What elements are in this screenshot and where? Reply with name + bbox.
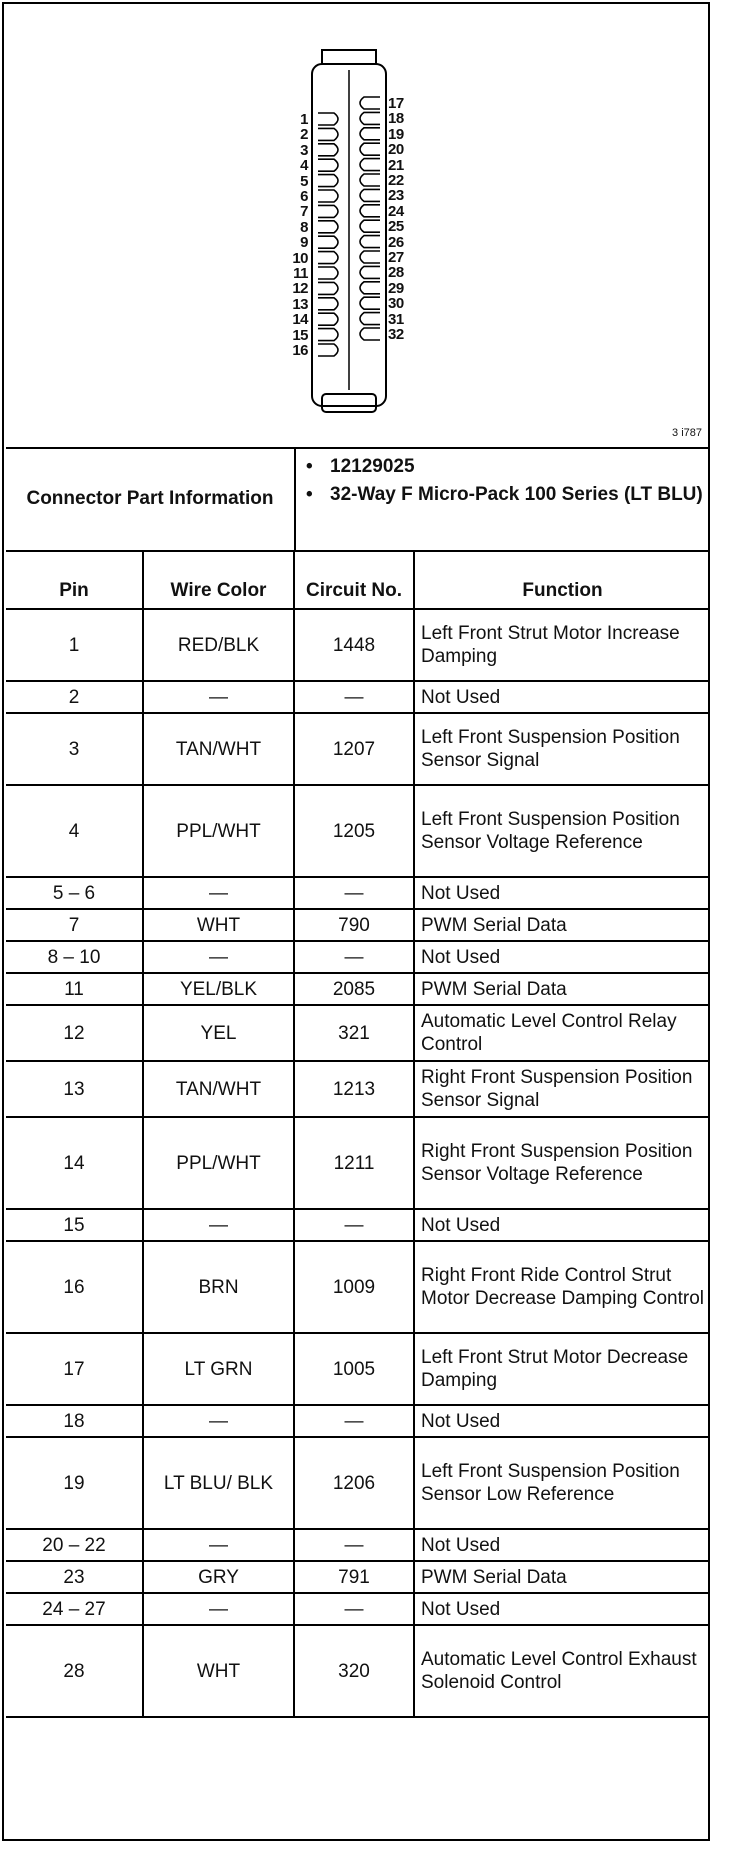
pin-cavity [360, 282, 380, 294]
pin-cavity [318, 282, 338, 294]
pin-cell: 3 [6, 713, 143, 785]
connector-pin-label: 14 [292, 311, 308, 329]
pin-cell: 19 [6, 1437, 143, 1529]
connector-pin-label: 4 [300, 157, 308, 175]
connector-pin-label: 19 [388, 125, 404, 143]
connector-description-text: 32-Way F Micro-Pack 100 Series (LT BLU) [330, 484, 703, 505]
table-row [6, 941, 710, 973]
circuit-cell: — [294, 941, 414, 973]
wire-color-cell: — [143, 941, 294, 973]
pin-cavity [360, 189, 380, 201]
function-cell: Not Used [414, 1593, 710, 1625]
pin-cavity [318, 267, 338, 279]
circuit-cell: 1009 [294, 1241, 414, 1333]
pin-cell: 28 [6, 1625, 143, 1717]
connector-info-label: Connector Part Information [6, 447, 296, 550]
table-row [6, 1529, 710, 1561]
function-cell: Not Used [414, 877, 710, 909]
pin-cell: 4 [6, 785, 143, 877]
circuit-cell: 1211 [294, 1117, 414, 1209]
table-row [6, 1209, 710, 1241]
connector-pin-label: 9 [300, 234, 308, 252]
function-cell: PWM Serial Data [414, 1561, 710, 1593]
pin-cavity [318, 313, 338, 325]
connector-latch [322, 50, 376, 64]
header-wire-color: Wire Color [143, 550, 294, 609]
pin-cavity [360, 313, 380, 325]
connector-pin-label: 28 [388, 264, 404, 282]
pin-cavity [360, 266, 380, 278]
connector-pin-label: 23 [388, 187, 404, 205]
connector-pin-label: 10 [292, 249, 308, 267]
wire-color-cell: GRY [143, 1561, 294, 1593]
connector-pin-label: 7 [300, 203, 308, 221]
pin-cavity [360, 251, 380, 263]
table-row [6, 1005, 710, 1061]
pin-cavity [318, 329, 338, 341]
connector-pin-label: 13 [292, 295, 308, 313]
function-cell: Automatic Level Control Exhaust Solenoid Control [414, 1625, 710, 1717]
circuit-cell: — [294, 1209, 414, 1241]
pin-cell: 2 [6, 681, 143, 713]
connector-pin-label: 21 [388, 156, 404, 174]
pin-cavity [360, 328, 380, 340]
connector-pin-label: 20 [388, 141, 404, 159]
function-cell: Left Front Strut Motor Decrease Damping [414, 1333, 710, 1405]
connector-info-values [306, 455, 706, 507]
pin-cavity [318, 252, 338, 264]
wire-color-cell: RED/BLK [143, 609, 294, 681]
pin-cavity [318, 113, 338, 125]
pin-cell: 14 [6, 1117, 143, 1209]
pin-cavity [360, 297, 380, 309]
connector-pin-label: 6 [300, 188, 308, 205]
sheet-frame [2, 2, 710, 1841]
header-function: Function [414, 550, 710, 609]
pinout-table [6, 550, 710, 1718]
function-cell: Automatic Level Control Relay Control [414, 1005, 710, 1061]
connector-face-drawing [6, 6, 710, 447]
connector-pin-label: 11 [293, 265, 308, 282]
table-row [6, 1593, 710, 1625]
wire-color-cell: — [143, 1209, 294, 1241]
pin-cell: 23 [6, 1561, 143, 1593]
circuit-cell: — [294, 877, 414, 909]
pin-cavity [318, 144, 338, 156]
table-row [6, 973, 710, 1005]
circuit-cell: — [294, 1593, 414, 1625]
connector-pin-label: 25 [388, 218, 404, 236]
function-cell: Left Front Strut Motor Increase Damping [414, 609, 710, 681]
function-cell: Not Used [414, 1209, 710, 1241]
pin-cell: 7 [6, 909, 143, 941]
pin-cell: 8 – 10 [6, 941, 143, 973]
function-cell: Right Front Ride Control Strut Motor Decrease Damping Control [414, 1241, 710, 1333]
connector-pin-label: 22 [388, 172, 404, 189]
pin-cavity [360, 159, 380, 171]
part-number-text: 12129025 [330, 456, 415, 477]
connector-pin-label: 5 [300, 172, 308, 190]
connector-pin-label: 2 [300, 126, 308, 144]
wire-color-cell: PPL/WHT [143, 1117, 294, 1209]
wire-color-cell: YEL/BLK [143, 973, 294, 1005]
connector-pin-label: 1 [300, 111, 308, 128]
circuit-cell: 1005 [294, 1333, 414, 1405]
wire-color-cell: — [143, 877, 294, 909]
pin-cavity [318, 159, 338, 171]
circuit-cell: 1206 [294, 1437, 414, 1529]
pin-cavity [318, 344, 338, 356]
connector-pin-label: 29 [388, 279, 404, 297]
circuit-cell: — [294, 681, 414, 713]
wire-color-cell: LT GRN [143, 1333, 294, 1405]
pin-cavity [318, 298, 338, 310]
pin-cavity [360, 97, 380, 109]
table-row [6, 785, 710, 877]
connector-pin-label: 12 [292, 280, 308, 298]
circuit-cell: — [294, 1405, 414, 1437]
circuit-cell: 1448 [294, 609, 414, 681]
wire-color-cell: TAN/WHT [143, 713, 294, 785]
circuit-cell: 2085 [294, 973, 414, 1005]
circuit-cell: 321 [294, 1005, 414, 1061]
pin-cavity [360, 220, 380, 232]
pin-cavity [318, 221, 338, 233]
connector-key [322, 394, 376, 412]
pin-cell: 15 [6, 1209, 143, 1241]
table-row [6, 909, 710, 941]
pin-cavity [318, 236, 338, 248]
figure-number: 3 i787 [672, 427, 702, 439]
function-cell: Not Used [414, 941, 710, 973]
wire-color-cell: — [143, 1529, 294, 1561]
wire-color-cell: BRN [143, 1241, 294, 1333]
circuit-cell: 1207 [294, 713, 414, 785]
connector-pin-label: 3 [300, 141, 308, 159]
table-row [6, 1333, 710, 1405]
function-cell: Not Used [414, 1405, 710, 1437]
circuit-cell: 1205 [294, 785, 414, 877]
wire-color-cell: — [143, 1593, 294, 1625]
table-row [6, 1241, 710, 1333]
wire-color-cell: — [143, 1405, 294, 1437]
pin-cavity [318, 175, 338, 187]
function-cell: PWM Serial Data [414, 973, 710, 1005]
function-cell: PWM Serial Data [414, 909, 710, 941]
connector-pin-label: 18 [388, 110, 404, 128]
wire-color-cell: PPL/WHT [143, 785, 294, 877]
connector-info-row [6, 447, 710, 552]
pin-cavity [360, 205, 380, 217]
pin-cell: 20 – 22 [6, 1529, 143, 1561]
table-row [6, 1405, 710, 1437]
function-cell: Left Front Suspension Position Sensor Signal [414, 713, 710, 785]
pin-cavity [360, 128, 380, 140]
table-row [6, 681, 710, 713]
function-cell: Left Front Suspension Position Sensor Voltage Reference [414, 785, 710, 877]
function-cell: Left Front Suspension Position Sensor Low Reference [414, 1437, 710, 1529]
wire-color-cell: — [143, 681, 294, 713]
connector-pin-label: 31 [388, 310, 404, 328]
pin-cell: 17 [6, 1333, 143, 1405]
circuit-cell: 320 [294, 1625, 414, 1717]
connector-pin-label: 24 [388, 202, 404, 220]
header-pin: Pin [6, 550, 143, 609]
connector-pin-label: 32 [388, 326, 404, 343]
wire-color-cell: LT BLU/ BLK [143, 1437, 294, 1529]
table-row [6, 1437, 710, 1529]
connector-pin-label: 8 [300, 218, 308, 236]
function-cell: Right Front Suspension Position Sensor Voltage Reference [414, 1117, 710, 1209]
connector-pin-label: 16 [292, 342, 308, 359]
wire-color-cell: WHT [143, 909, 294, 941]
table-row [6, 1561, 710, 1593]
connector-pin-label: 30 [388, 295, 404, 313]
connector-pin-label: 27 [388, 249, 404, 266]
circuit-cell: 1213 [294, 1061, 414, 1117]
header-circuit-no: Circuit No. [294, 550, 414, 609]
pin-cavity [360, 174, 380, 186]
function-cell: Right Front Suspension Position Sensor Signal [414, 1061, 710, 1117]
pinout-header-row [6, 550, 710, 609]
pin-cavity [360, 143, 380, 155]
connector-diagram [6, 6, 710, 449]
pin-cavity [360, 112, 380, 124]
circuit-cell: 790 [294, 909, 414, 941]
connector-description: • 32-Way F Micro-Pack 100 Series (LT BLU) [306, 484, 703, 505]
circuit-cell: — [294, 1529, 414, 1561]
table-row [6, 1117, 710, 1209]
pin-cell: 11 [6, 973, 143, 1005]
pin-cell: 16 [6, 1241, 143, 1333]
wire-color-cell: YEL [143, 1005, 294, 1061]
pin-cavity [360, 236, 380, 248]
function-cell: Not Used [414, 681, 710, 713]
pin-cell: 24 – 27 [6, 1593, 143, 1625]
pin-cell: 18 [6, 1405, 143, 1437]
connector-part-number: • 12129025 [306, 456, 415, 477]
wire-color-cell: TAN/WHT [143, 1061, 294, 1117]
pin-cell: 1 [6, 609, 143, 681]
connector-pin-label: 15 [292, 326, 308, 344]
pin-cell: 13 [6, 1061, 143, 1117]
table-row [6, 1625, 710, 1717]
pin-cavity [318, 190, 338, 202]
connector-pin-label: 26 [388, 233, 404, 251]
connector-pin-label: 17 [388, 95, 404, 112]
function-cell: Not Used [414, 1529, 710, 1561]
table-row [6, 1061, 710, 1117]
pin-cavity [318, 205, 338, 217]
circuit-cell: 791 [294, 1561, 414, 1593]
table-row [6, 609, 710, 681]
pin-cavity [318, 128, 338, 140]
table-row [6, 877, 710, 909]
pin-cell: 12 [6, 1005, 143, 1061]
pin-cell: 5 – 6 [6, 877, 143, 909]
table-row [6, 713, 710, 785]
wire-color-cell: WHT [143, 1625, 294, 1717]
